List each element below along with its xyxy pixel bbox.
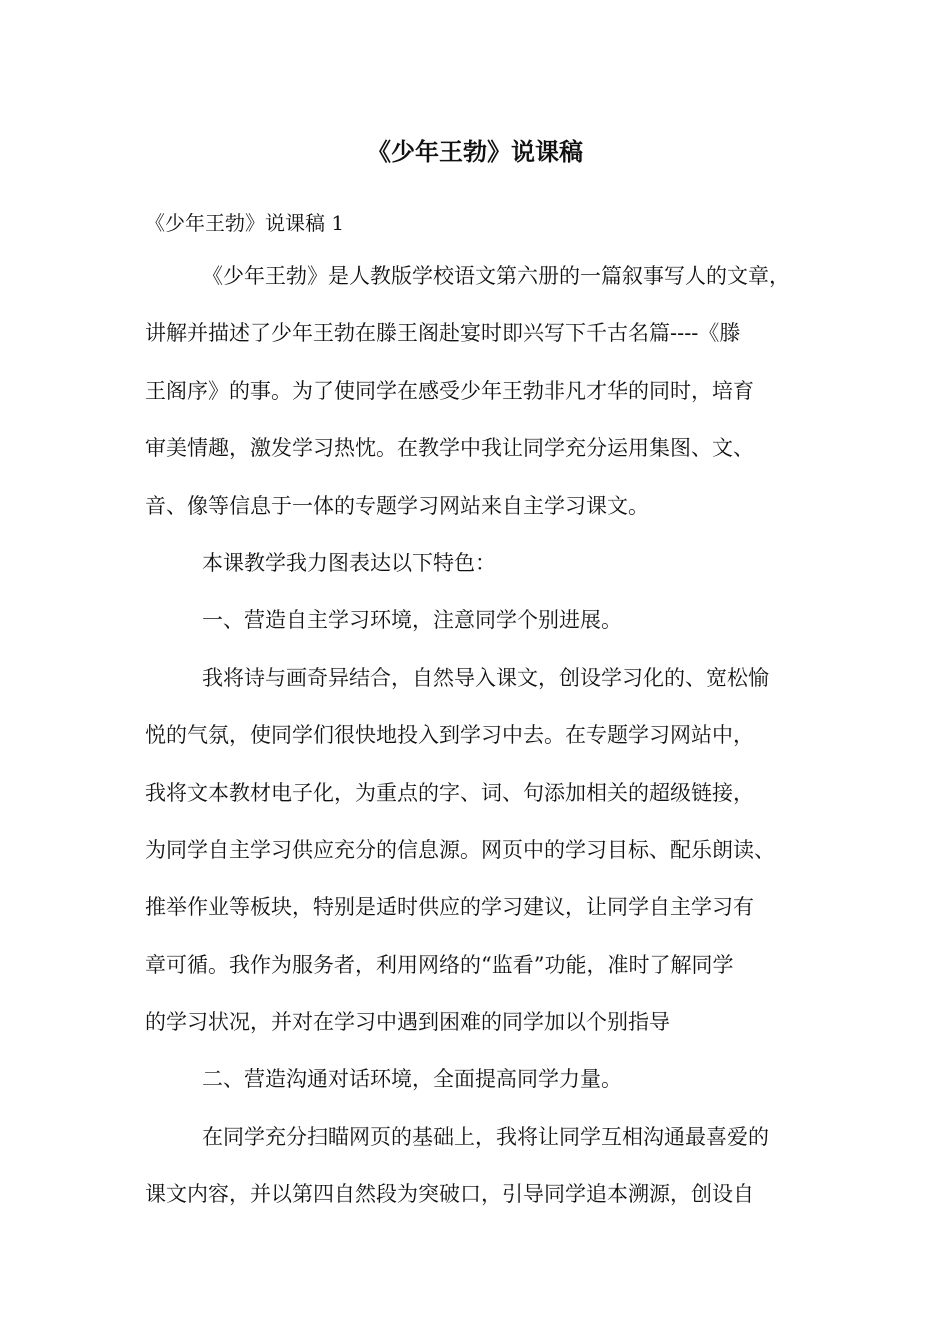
paragraph-line: 推举作业等板块，特别是适时供应的学习建议，让同学自主学习有	[145, 895, 754, 920]
document-title: 《少年王勃》说课稿	[367, 137, 583, 166]
paragraph-line: 的学习状况，并对在学习中遇到困难的同学加以个别指导	[145, 1010, 670, 1035]
paragraph-line: 审美情趣，激发学习热忱。在教学中我让同学充分运用集图、文、	[145, 436, 754, 461]
paragraph-line: 为同学自主学习供应充分的信息源。网页中的学习目标、配乐朗读、	[145, 837, 775, 862]
paragraph-line: 章可循。我作为服务者，利用网络的“监看”功能，准时了解同学	[145, 952, 734, 977]
paragraph-line: 我将文本教材电子化，为重点的字、词、句添加相关的超级链接，	[145, 780, 754, 805]
subheading-line: 二、营造沟通对话环境，全面提高同学力量。	[202, 1067, 622, 1092]
paragraph-line: 在同学充分扫瞄网页的基础上，我将让同学互相沟通最喜爱的	[202, 1124, 769, 1149]
paragraph-line: 本课教学我力图表达以下特色：	[202, 550, 496, 575]
paragraph-line: 王阁序》的事。为了使同学在感受少年王勃非凡才华的同时，培育	[145, 378, 754, 403]
paragraph-line: 音、像等信息于一体的专题学习网站来自主学习课文。	[145, 493, 649, 518]
paragraph-line: 悦的气氛，使同学们很快地投入到学习中去。在专题学习网站中，	[145, 723, 754, 748]
paragraph-line: 我将诗与画奇异结合，自然导入课文，创设学习化的、宽松愉	[202, 665, 769, 690]
paragraph-line: 讲解并描述了少年王勃在滕王阁赴宴时即兴写下千古名篇----《滕	[145, 321, 741, 346]
paragraph-line: 课文内容，并以第四自然段为突破口，引导同学追本溯源，创设自	[145, 1182, 754, 1207]
paragraph-line: 《少年王勃》是人教版学校语文第六册的一篇叙事写人的文章，	[202, 264, 790, 288]
section-heading: 《少年王勃》说课稿 1	[145, 211, 345, 235]
document-body	[145, 256, 825, 1232]
subheading-line: 一、营造自主学习环境，注意同学个别进展。	[202, 608, 622, 633]
